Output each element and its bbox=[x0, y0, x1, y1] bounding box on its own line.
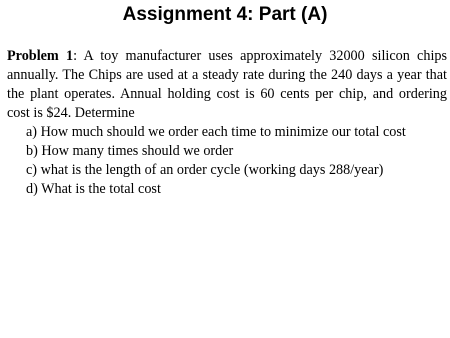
question-c: c) what is the length of an order cycle (working days 288/year) bbox=[26, 162, 384, 178]
question-a: a) How much should we order each time to minimize our total cost bbox=[26, 124, 406, 140]
slide-title: Assignment 4: Part (A) bbox=[122, 4, 328, 25]
question-d: d) What is the total cost bbox=[26, 181, 161, 197]
problem-label: Problem 1 bbox=[7, 48, 74, 64]
problem-block bbox=[7, 47, 447, 199]
question-list bbox=[7, 123, 447, 199]
problem-statement bbox=[7, 47, 447, 123]
problem-text: : A toy manufacturer uses approximately 32000 silicon chips annually. The Chips are used at a steady rate during the 240 days a year that the plant operates. Annual holding cost is 60 cents per chip, and ordering cost is $24. Determine bbox=[7, 48, 448, 121]
question-b: b) How many times should we order bbox=[26, 143, 234, 159]
